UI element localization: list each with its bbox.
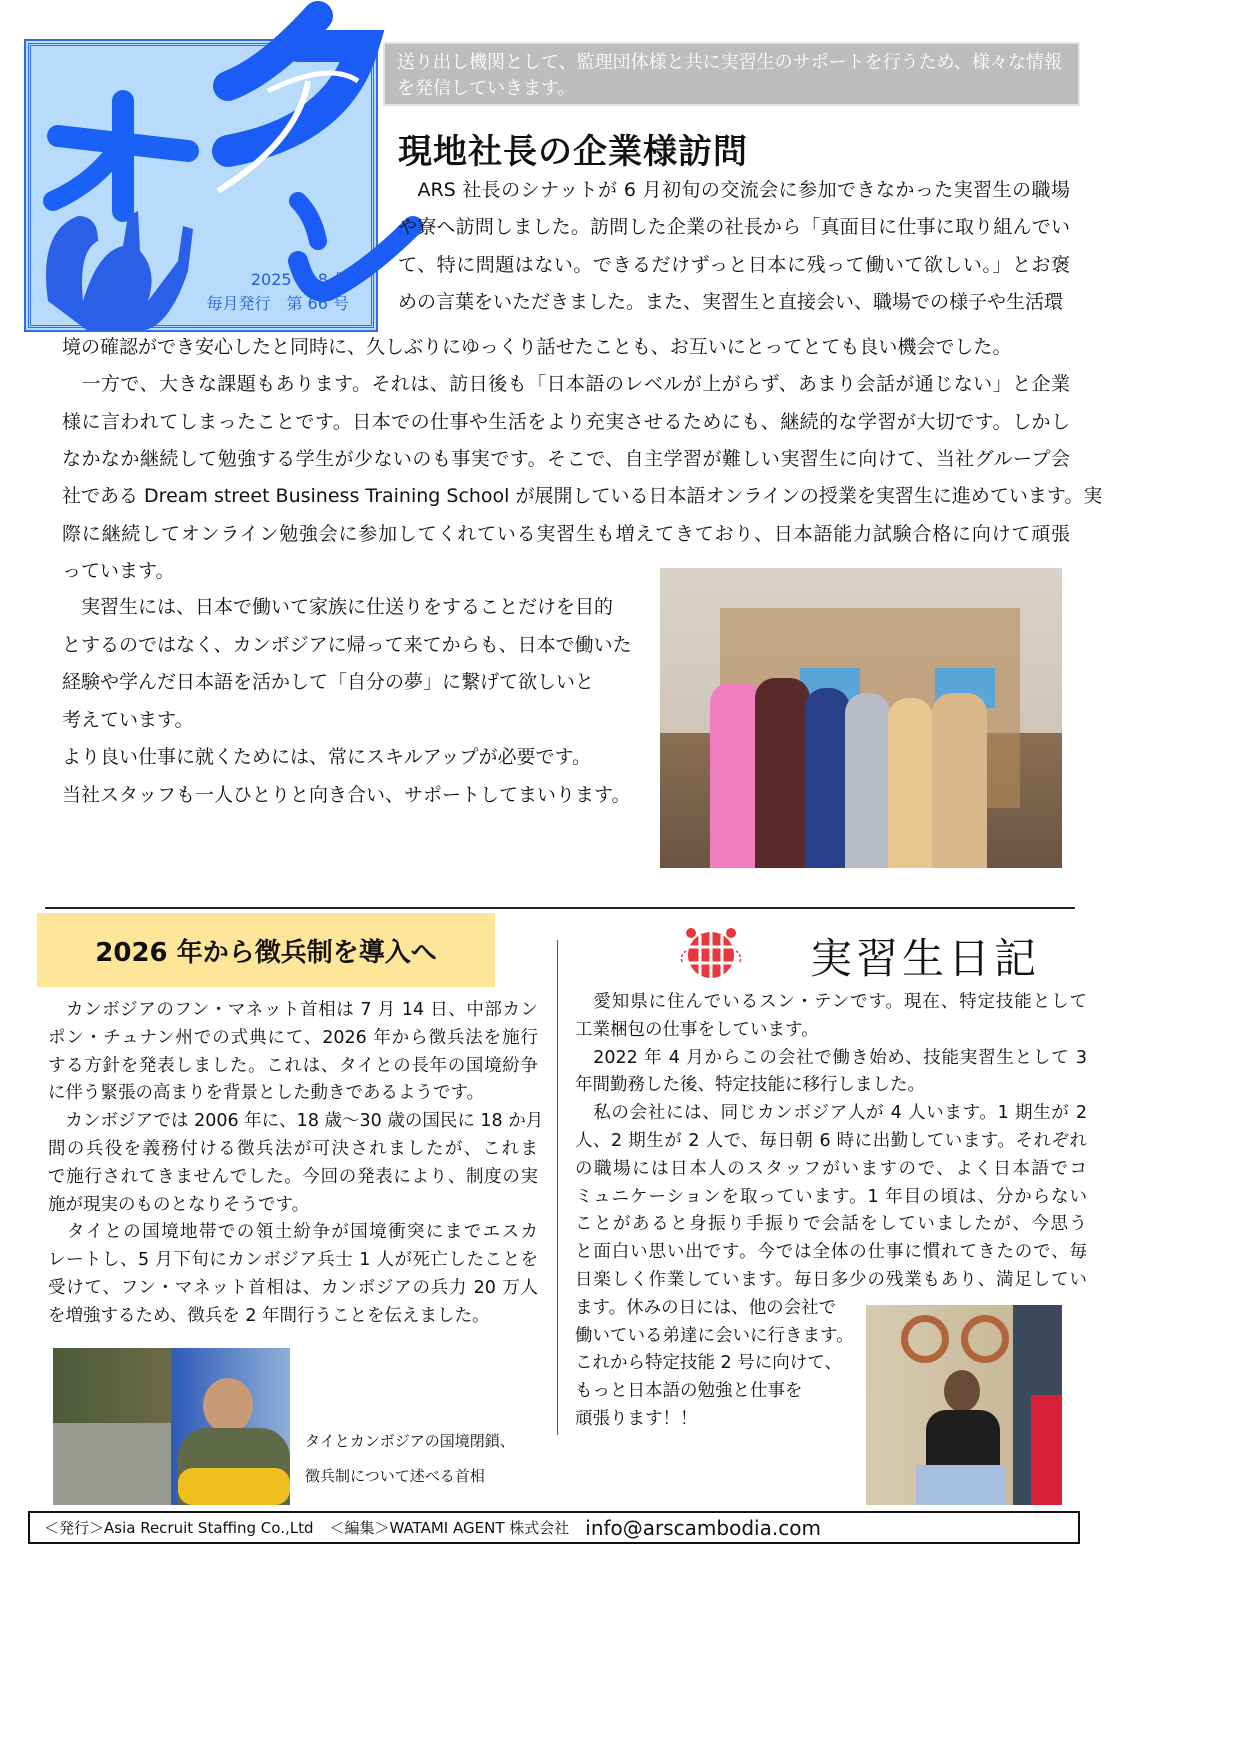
text-line: 年間勤務した後、特定技能に移行しました。 bbox=[575, 1075, 925, 1096]
text-line: 日楽しく作業しています。毎日多少の残業もあり、満足してい bbox=[575, 1270, 1087, 1290]
article-title-visit: 現地社長の企業様訪問 bbox=[398, 132, 748, 172]
issue-date: 2025 年 8 月 bbox=[250, 270, 349, 289]
text-line: 際に継続してオンライン勉強会に参加してくれている実習生も増えてきており、日本語能力試験合格に向けて頑張 bbox=[62, 522, 1070, 545]
text-line: 一方で、大きな課題もあります。それは、訪日後も「日本語のレベルが上がらず、あまり会話が通じない」と企業 bbox=[62, 373, 1070, 396]
text-line: ます。休みの日には、他の会社で bbox=[575, 1297, 837, 1318]
text-line: ミュニケーションを取っています。1 年目の頃は、分からない bbox=[575, 1186, 1087, 1207]
prime-minister-photo bbox=[53, 1348, 290, 1505]
text-line: 間の兵役を義務付ける徴兵法が可決されましたが、これま bbox=[48, 1139, 538, 1159]
text-line: ことがあると身振り手振りで会話をしていましたが、今思う bbox=[575, 1214, 1087, 1235]
text-line: 愛知県に住んでいるスン・テンです。現在、特定技能として bbox=[575, 992, 1087, 1012]
text-line: する方針を発表しました。これは、タイとの長年の国境紛争 bbox=[48, 1055, 538, 1076]
issue-number: 毎月発行 第 66 号 bbox=[206, 294, 349, 313]
globe-icon bbox=[678, 924, 744, 982]
text-line: 人、2 期生が 2 人で、毎日朝 6 時に出勤しています。それぞれ bbox=[575, 1131, 1087, 1151]
masthead-logo-art bbox=[28, 1, 428, 341]
text-line: なかなか継続して勉強する学生が少ないのも事実です。そこで、自主学習が難しい実習生に向けて、当社グループ会 bbox=[62, 447, 1071, 470]
photo-caption-line2: 徴兵制について述べる首相 bbox=[305, 1467, 485, 1485]
text-line: 頑張ります！！ bbox=[575, 1409, 698, 1429]
text-line: めの言葉をいただきました。また、実習生と直接会い、職場での様子や生活環 bbox=[398, 290, 1064, 313]
article-title-conscription: 2026 年から徴兵制を導入へ bbox=[37, 913, 495, 987]
photo-caption-line1: タイとカンボジアの国境閉鎖、 bbox=[305, 1432, 515, 1450]
text-line: とするのではなく、カンボジアに帰って来てからも、日本で働いた bbox=[62, 633, 632, 656]
text-line: 工業梱包の仕事をしています。 bbox=[575, 1019, 819, 1040]
text-line: 働いている弟達に会いに行きます。 bbox=[575, 1325, 854, 1346]
footer-editor: ＜編集＞WATAMI AGENT 株式会社 bbox=[329, 1519, 570, 1537]
text-line: レートし、5 月下旬にカンボジア兵士 1 人が死亡したことを bbox=[48, 1250, 538, 1271]
text-line: で施行されてきませんでした。今回の発表により、制度の実 bbox=[48, 1166, 538, 1187]
text-line: カンボジアのフン・マネット首相は 7 月 14 日、中部カン bbox=[48, 1000, 538, 1020]
text-line: の職場には日本人のスタッフがいますので、よく日本語でコ bbox=[575, 1158, 1087, 1179]
text-line: 様に言われてしまったことです。日本での仕事や生活をより充実させるためにも、継続的な学習が大切です。しかし bbox=[62, 410, 1070, 433]
text-line: 境の確認ができ安心したと同時に、久しぶりにゆっくり話せたことも、お互いにとってとても良い機会でした。 bbox=[62, 336, 1012, 358]
diary-title: 実習生日記 bbox=[810, 934, 1041, 983]
text-line: て、特に問題はない。できるだけずっと日本に残って働いて欲しい。」とお褒 bbox=[398, 253, 1070, 276]
text-line: 経験や学んだ日本語を活かして「自分の夢」に繋げて欲しいと bbox=[62, 671, 595, 693]
column-divider bbox=[557, 940, 558, 1435]
text-line: 私の会社には、同じカンボジア人が 4 人います。1 期生が 2 bbox=[575, 1103, 1087, 1124]
masthead-logo bbox=[28, 43, 374, 328]
trainee-photo bbox=[866, 1305, 1062, 1505]
text-line: カンボジアでは 2006 年に、18 歳～30 歳の国民に 18 か月 bbox=[48, 1111, 544, 1132]
text-line: 当社スタッフも一人ひとりと向き合い、サポートしてまいります。 bbox=[62, 783, 631, 806]
text-line: 2022 年 4 月からこの会社で働き始め、技能実習生として 3 bbox=[575, 1047, 1087, 1068]
text-line: に伴う緊張の高まりを背景とした動きであるようです。 bbox=[48, 1083, 485, 1104]
intro-banner: 送り出し機関として、監理団体様と共に実習生のサポートを行うため、様々な情報を発信していきます。 bbox=[383, 42, 1080, 106]
text-line: 社である Dream street Business Training School が展開している日本語オンラインの授業を実習生に進めています。実 bbox=[62, 485, 1103, 508]
text-line: と面白い思い出です。今では全体の仕事に慣れてきたので、毎 bbox=[575, 1242, 1087, 1263]
footer bbox=[28, 1511, 1080, 1544]
text-line: タイとの国境地帯での領土紛争が国境衝突にまでエスカ bbox=[48, 1222, 538, 1243]
text-line: ポン・チュナン州での式典にて、2026 年から徴兵法を施行 bbox=[48, 1027, 538, 1048]
text-line: っています。 bbox=[62, 559, 175, 582]
text-line: 受けて、フン・マネット首相は、カンボジアの兵力 20 万人 bbox=[48, 1278, 538, 1298]
text-line: もっと日本語の勉強と仕事を bbox=[575, 1381, 803, 1402]
group-photo bbox=[660, 568, 1062, 868]
text-line: や寮へ訪問しました。訪問した企業の社長から「真面目に仕事に取り組んでい bbox=[398, 216, 1070, 239]
text-line: より良い仕事に就くためには、常にスキルアップが必要です。 bbox=[62, 746, 591, 768]
text-line: これから特定技能 2 号に向けて、 bbox=[575, 1353, 842, 1374]
text-line: ARS 社長のシナットが 6 月初旬の交流会に参加できなかった実習生の職場 bbox=[398, 179, 1070, 201]
text-line: を増強するため、徴兵を 2 年間行うことを伝えました。 bbox=[48, 1305, 490, 1326]
text-line: 施が現実のものとなりそうです。 bbox=[48, 1194, 310, 1215]
footer-email[interactable]: info@arscambodia.com bbox=[585, 1515, 821, 1540]
section-divider bbox=[45, 907, 1075, 909]
footer-publisher: ＜発行＞Asia Recruit Staffing Co.,Ltd bbox=[44, 1519, 314, 1537]
text-line: 実習生には、日本で働いて家族に仕送りをすることだけを目的 bbox=[62, 596, 614, 618]
text-line: 考えています。 bbox=[62, 708, 194, 731]
